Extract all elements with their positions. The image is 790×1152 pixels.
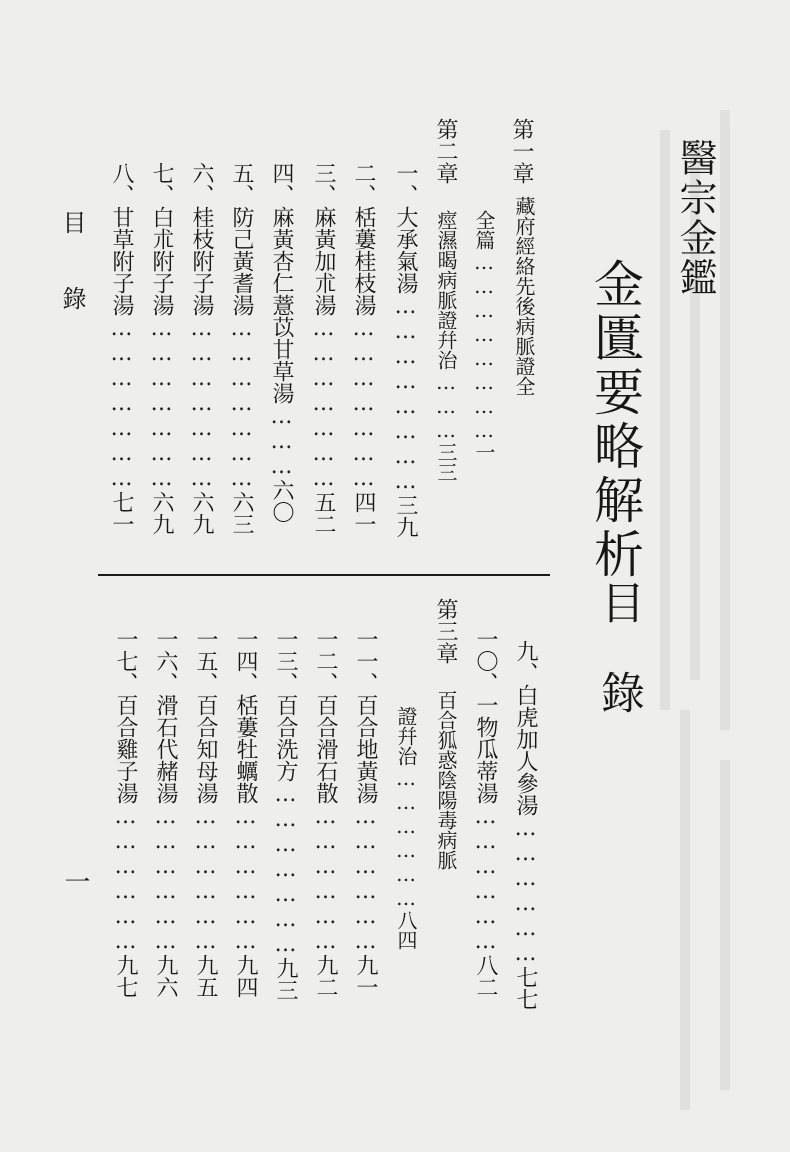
toc-entry: 六、桂枝附子湯…………………六九 [189, 162, 214, 535]
section-divider [98, 574, 550, 576]
chapter-2-title: 痙濕暍病脈證幷治………三三 [434, 210, 458, 482]
toc-entry: 一四、栝蔞牡蠣散………………九四 [233, 628, 258, 998]
toc-entry: 證幷治………………八四 [394, 706, 418, 950]
chapter-2-label: 第二章 [433, 118, 458, 184]
toc-title-lu: 錄 [593, 670, 644, 714]
toc-entry: 一、大承氣湯……………………三九 [393, 162, 418, 538]
book-title: 金匱要略解析 [586, 258, 644, 582]
toc-entry: 二、栝蔞桂枝湯…………………四一 [351, 162, 376, 535]
toc-entry: 全篇……………………一 [472, 210, 496, 462]
section-label: 目錄 [58, 210, 86, 362]
toc-entry: 三、麻黃加朮湯…………………五二 [311, 162, 336, 535]
toc-entry: 一七、百合雞子湯………………九七 [113, 628, 138, 998]
series-title: 醫宗金鑑 [673, 138, 717, 298]
toc-title-mu: 目 [593, 580, 644, 624]
toc-entry: 一六、滑石代赭湯………………九六 [153, 628, 178, 998]
toc-entry: 一五、百合知母湯………………九五 [193, 628, 218, 998]
toc-entry: 九、白虎加人參湯………………七七 [513, 640, 538, 1010]
chapter-3-label: 第三章 [433, 598, 458, 664]
toc-entry: 一二、百合滑石散………………九二 [313, 628, 338, 998]
toc-entry: 八、甘草附子湯…………………七一 [109, 162, 134, 535]
toc-entry: 四、麻黃杏仁薏苡甘草湯………六〇 [269, 162, 294, 523]
page-number: 一 [60, 868, 90, 894]
toc-entry: 一三、百合洗方…………………九三 [273, 628, 298, 1001]
chapter-1-label: 第一章 [509, 118, 534, 184]
toc-entry: 一一、百合地黃湯………………九一 [353, 628, 378, 998]
toc-entry: 七、白朮附子湯…………………六九 [149, 162, 174, 535]
chapter-1-title: 藏府經絡先後病脈證全 [512, 196, 536, 396]
chapter-3-title: 百合狐惑陰陽毒病脈 [434, 690, 458, 870]
toc-entry: 一〇、一物瓜蒂湯………………八二 [473, 628, 498, 998]
toc-entry: 五、防己黃耆湯…………………六三 [229, 162, 254, 535]
